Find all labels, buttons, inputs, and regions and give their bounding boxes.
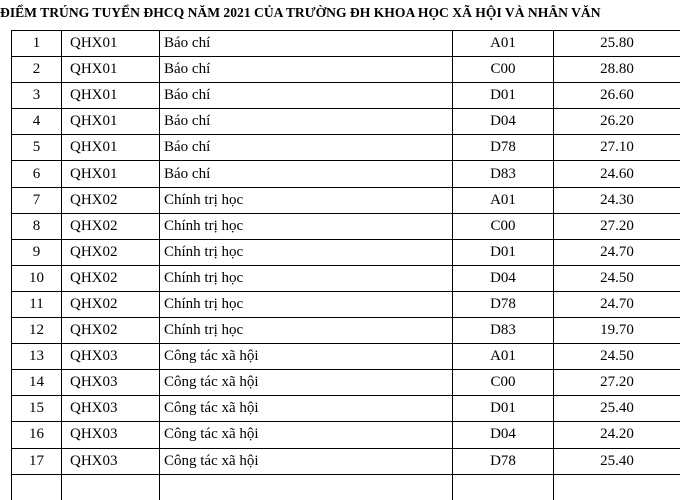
cell-admission-score: 25.80 — [554, 31, 680, 57]
table-row-partial — [12, 474, 680, 500]
cell-major-name: Chính trị học — [160, 318, 453, 344]
cell-major-code: QHX01 — [62, 31, 160, 57]
cell-major-name: Công tác xã hội — [160, 344, 453, 370]
cell-stt: 15 — [12, 396, 62, 422]
cell-empty — [12, 474, 62, 500]
cell-stt: 12 — [12, 318, 62, 344]
cell-stt: 14 — [12, 370, 62, 396]
cell-major-code: QHX01 — [62, 161, 160, 187]
cell-subject-combination: D04 — [453, 109, 554, 135]
cell-subject-combination: D78 — [453, 291, 554, 317]
cell-subject-combination: D78 — [453, 448, 554, 474]
cell-admission-score: 27.10 — [554, 135, 680, 161]
cell-admission-score: 27.20 — [554, 370, 680, 396]
cell-major-name: Báo chí — [160, 161, 453, 187]
cell-major-name: Chính trị học — [160, 265, 453, 291]
cell-admission-score: 26.20 — [554, 109, 680, 135]
cell-major-name: Chính trị học — [160, 187, 453, 213]
cell-stt: 10 — [12, 265, 62, 291]
table-row — [12, 370, 680, 396]
cell-stt: 6 — [12, 161, 62, 187]
cell-major-code: QHX03 — [62, 396, 160, 422]
cell-major-code: QHX02 — [62, 213, 160, 239]
cell-admission-score: 24.70 — [554, 291, 680, 317]
table-row — [12, 213, 680, 239]
cell-major-code: QHX02 — [62, 291, 160, 317]
cell-major-name: Báo chí — [160, 31, 453, 57]
cell-admission-score: 24.30 — [554, 187, 680, 213]
cell-subject-combination: A01 — [453, 344, 554, 370]
cell-admission-score: 24.20 — [554, 422, 680, 448]
cell-stt: 2 — [12, 57, 62, 83]
cell-stt: 1 — [12, 31, 62, 57]
cell-major-name: Chính trị học — [160, 213, 453, 239]
cell-major-name: Báo chí — [160, 109, 453, 135]
cell-admission-score: 26.60 — [554, 83, 680, 109]
table-row — [12, 31, 680, 57]
cell-admission-score: 25.40 — [554, 448, 680, 474]
cell-empty — [160, 474, 453, 500]
cell-major-code: QHX03 — [62, 370, 160, 396]
cell-admission-score: 28.80 — [554, 57, 680, 83]
cell-subject-combination: A01 — [453, 187, 554, 213]
table-row — [12, 57, 680, 83]
cell-admission-score: 25.40 — [554, 396, 680, 422]
cell-stt: 5 — [12, 135, 62, 161]
cell-major-name: Công tác xã hội — [160, 396, 453, 422]
cell-major-code: QHX01 — [62, 57, 160, 83]
table-row — [12, 187, 680, 213]
table-row — [12, 265, 680, 291]
page-title: ĐIỂM TRÚNG TUYỂN ĐHCQ NĂM 2021 CỦA TRƯỜNG ĐH KHOA HỌC XÃ HỘI VÀ NHÂN VĂN — [0, 4, 680, 22]
cell-major-code: QHX02 — [62, 239, 160, 265]
cell-admission-score: 27.20 — [554, 213, 680, 239]
cell-major-name: Chính trị học — [160, 239, 453, 265]
cell-stt: 9 — [12, 239, 62, 265]
cell-major-name: Công tác xã hội — [160, 448, 453, 474]
cell-major-name: Chính trị học — [160, 291, 453, 317]
cell-subject-combination: D01 — [453, 396, 554, 422]
cell-subject-combination: C00 — [453, 57, 554, 83]
cell-stt: 3 — [12, 83, 62, 109]
cell-major-code: QHX01 — [62, 83, 160, 109]
table-body — [12, 31, 680, 500]
cell-major-name: Báo chí — [160, 83, 453, 109]
table-row — [12, 396, 680, 422]
table-row — [12, 135, 680, 161]
cell-subject-combination: C00 — [453, 213, 554, 239]
cell-major-name: Công tác xã hội — [160, 422, 453, 448]
cell-admission-score: 24.50 — [554, 344, 680, 370]
table-row — [12, 448, 680, 474]
cell-stt: 17 — [12, 448, 62, 474]
cell-stt: 7 — [12, 187, 62, 213]
cell-admission-score: 19.70 — [554, 318, 680, 344]
table-row — [12, 422, 680, 448]
cell-stt: 4 — [12, 109, 62, 135]
cell-subject-combination: D01 — [453, 83, 554, 109]
cell-subject-combination: D83 — [453, 161, 554, 187]
cell-empty — [453, 474, 554, 500]
cell-subject-combination: D83 — [453, 318, 554, 344]
cell-major-code: QHX03 — [62, 448, 160, 474]
cell-subject-combination: D04 — [453, 265, 554, 291]
table-row — [12, 318, 680, 344]
cell-subject-combination: D04 — [453, 422, 554, 448]
cell-major-code: QHX02 — [62, 265, 160, 291]
cell-admission-score: 24.70 — [554, 239, 680, 265]
cell-major-name: Báo chí — [160, 135, 453, 161]
cell-major-code: QHX02 — [62, 318, 160, 344]
table-row — [12, 83, 680, 109]
cell-major-code: QHX03 — [62, 344, 160, 370]
cell-major-code: QHX01 — [62, 109, 160, 135]
table-row — [12, 344, 680, 370]
cell-subject-combination: D01 — [453, 239, 554, 265]
cell-stt: 13 — [12, 344, 62, 370]
cell-stt: 16 — [12, 422, 62, 448]
cell-subject-combination: A01 — [453, 31, 554, 57]
table-row — [12, 161, 680, 187]
table-row — [12, 109, 680, 135]
cell-empty — [554, 474, 680, 500]
cell-stt: 11 — [12, 291, 62, 317]
cell-subject-combination: D78 — [453, 135, 554, 161]
cell-major-name: Báo chí — [160, 57, 453, 83]
cell-subject-combination: C00 — [453, 370, 554, 396]
cell-admission-score: 24.50 — [554, 265, 680, 291]
cell-major-code: QHX01 — [62, 135, 160, 161]
cell-stt: 8 — [12, 213, 62, 239]
cell-empty — [62, 474, 160, 500]
cell-major-code: QHX03 — [62, 422, 160, 448]
table-row — [12, 239, 680, 265]
cell-major-name: Công tác xã hội — [160, 370, 453, 396]
admission-score-table — [11, 30, 680, 500]
cell-admission-score: 24.60 — [554, 161, 680, 187]
cell-major-code: QHX02 — [62, 187, 160, 213]
table-row — [12, 291, 680, 317]
